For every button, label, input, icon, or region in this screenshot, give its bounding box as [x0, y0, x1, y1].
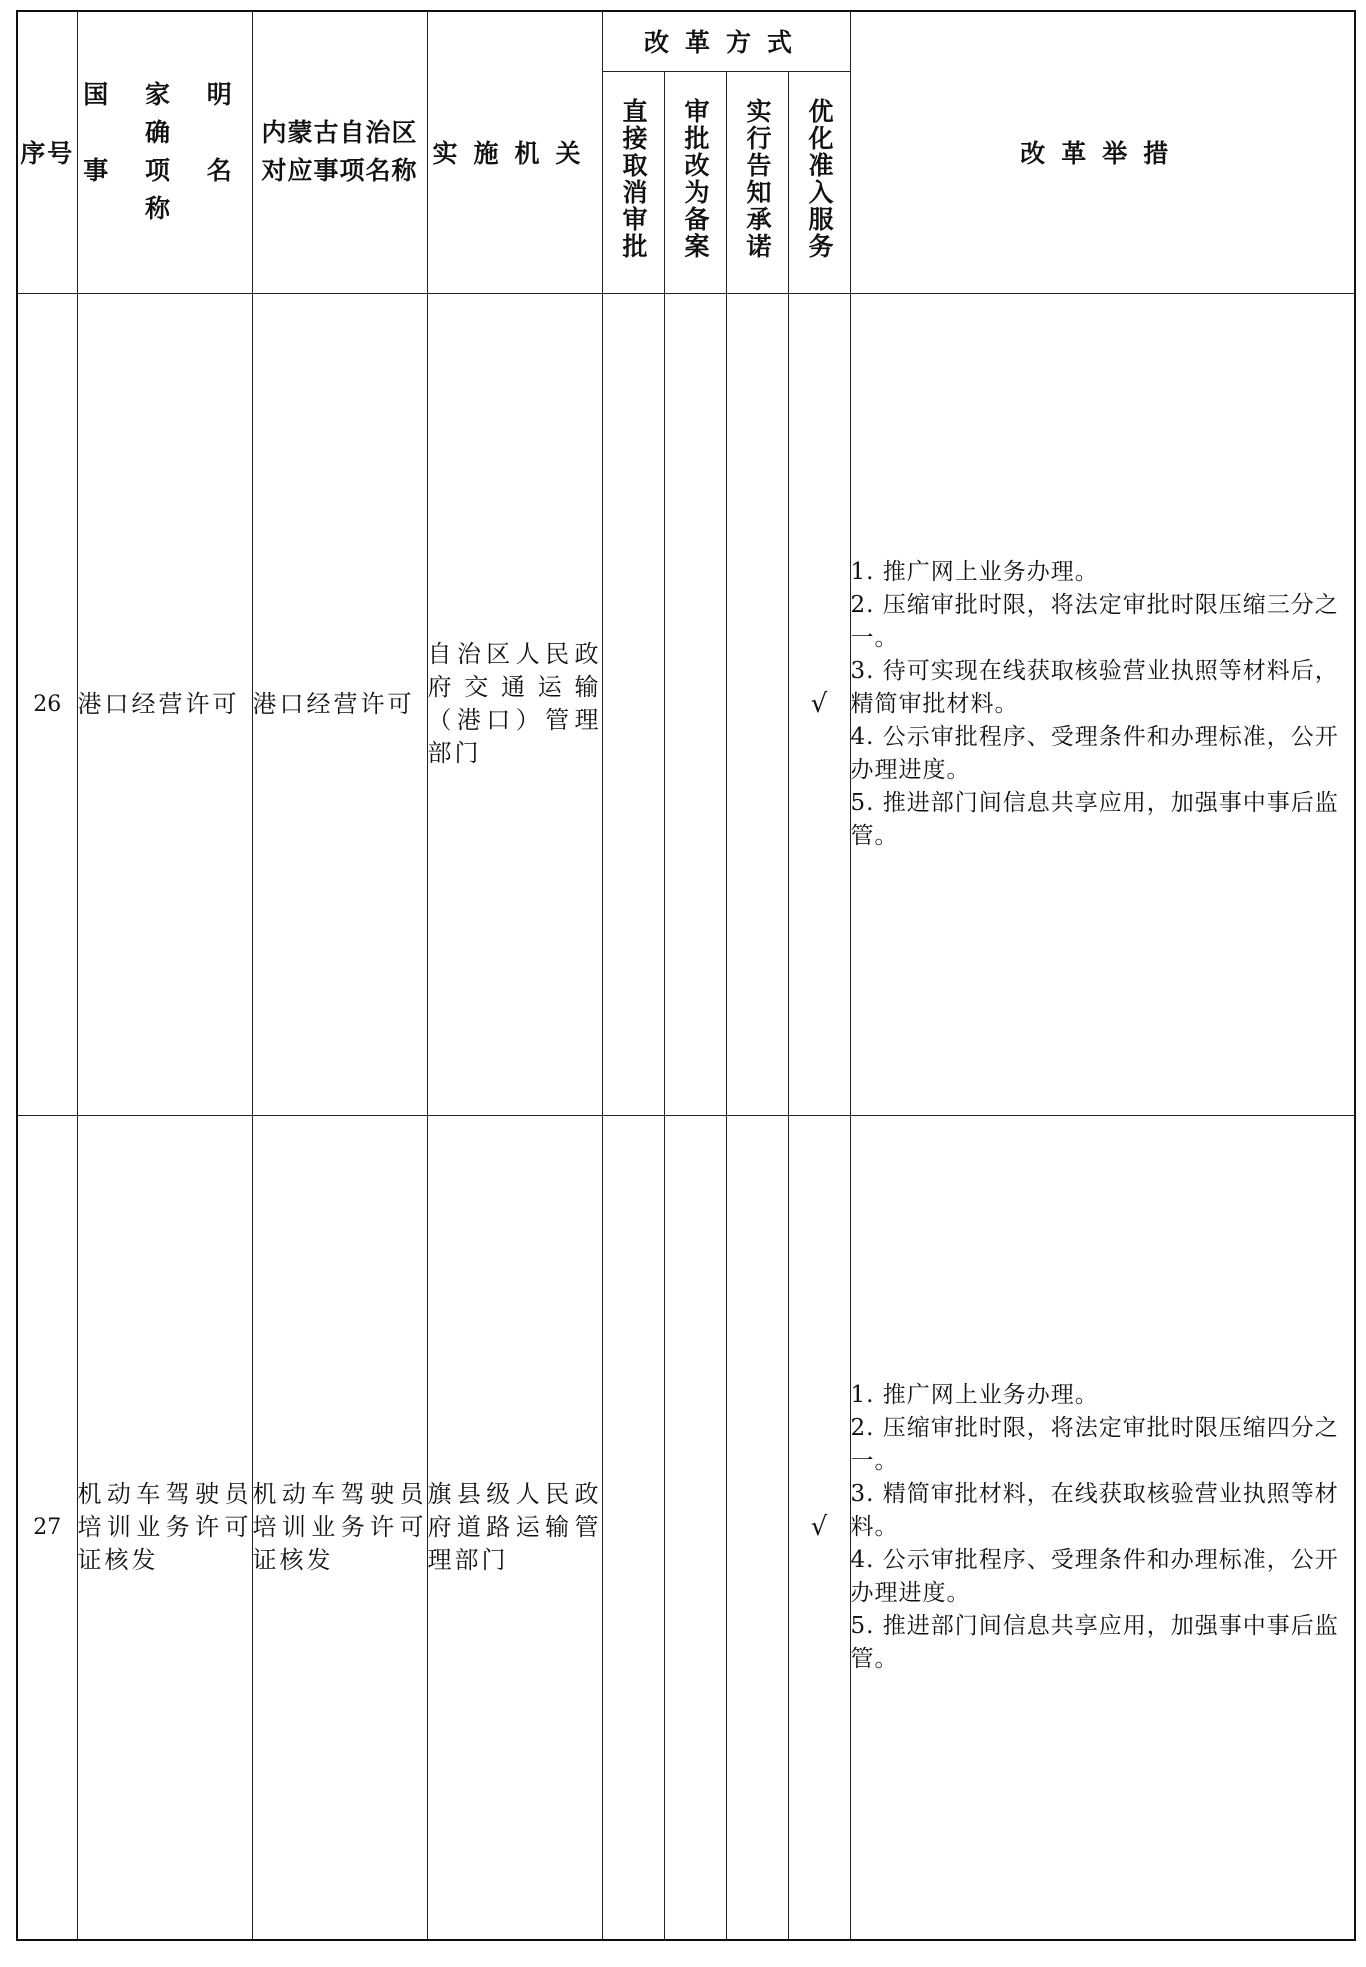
header-measures: 改革举措: [850, 11, 1355, 293]
measure-item: 4. 公示审批程序、受理条件和办理标准，公开办理进度。: [850, 723, 1339, 783]
header-seq: 序号: [17, 11, 77, 293]
measure-item: 5. 推进部门间信息共享应用，加强事中事后监管。: [850, 789, 1339, 849]
measure-item: 3. 精简审批材料，在线获取核验营业执照等材料。: [850, 1480, 1339, 1540]
header-method-notify: [726, 71, 788, 293]
header-national-item: 国 家 明 确 事 项 名 称: [77, 11, 252, 293]
header-row-1: [17, 11, 1355, 71]
row-region-item: 机动车驾驶员培训业务许可证核发: [252, 1115, 427, 1940]
row-agency: 自治区人民政府交通运输（港口）管理部门: [427, 293, 602, 1115]
measure-item: 3. 待可实现在线获取核验营业执照等材料后，精简审批材料。: [850, 657, 1339, 717]
row-mark-cancel: [602, 293, 664, 1115]
row-national-item: 机动车驾驶员培训业务许可证核发: [77, 1115, 252, 1940]
row-seq: 27: [17, 1115, 77, 1940]
measure-item: 5. 推进部门间信息共享应用，加强事中事后监管。: [850, 1612, 1339, 1672]
row-seq: 26: [17, 293, 77, 1115]
measure-item: 2. 压缩审批时限，将法定审批时限压缩三分之一。: [850, 591, 1339, 651]
document-page: [16, 10, 1354, 1956]
row-mark-optimize: √: [788, 1115, 850, 1940]
row-mark-filing: [664, 293, 726, 1115]
header-region-item: 内蒙古自治区 对应事项名称: [252, 11, 427, 293]
header-method-cancel: [602, 71, 664, 293]
header-method-label: 实行告知承诺: [743, 98, 772, 260]
row-mark-cancel: [602, 1115, 664, 1940]
row-measures: [850, 1115, 1355, 1940]
row-mark-optimize: √: [788, 293, 850, 1115]
row-region-item: 港口经营许可: [252, 293, 427, 1115]
row-mark-notify: [726, 1115, 788, 1940]
header-method-group: 改革方式: [602, 11, 850, 71]
measure-item: 4. 公示审批程序、受理条件和办理标准，公开办理进度。: [850, 1546, 1339, 1606]
header-method-label: 优化准入服务: [805, 98, 834, 260]
table-row: [17, 1115, 1355, 1940]
row-mark-notify: [726, 293, 788, 1115]
header-method-optimize: [788, 71, 850, 293]
row-measures: [850, 293, 1355, 1115]
header-method-label: 审批改为备案: [681, 98, 710, 260]
measure-item: 1. 推广网上业务办理。: [850, 558, 1099, 585]
measure-item: 1. 推广网上业务办理。: [850, 1381, 1099, 1408]
row-national-item: 港口经营许可: [77, 293, 252, 1115]
reform-table: [16, 10, 1356, 1941]
table-row: [17, 293, 1355, 1115]
header-method-filing: [664, 71, 726, 293]
measure-item: 2. 压缩审批时限，将法定审批时限压缩四分之一。: [850, 1414, 1339, 1474]
header-method-label: 直接取消审批: [619, 98, 648, 260]
row-agency: 旗县级人民政府道路运输管理部门: [427, 1115, 602, 1940]
row-mark-filing: [664, 1115, 726, 1940]
header-agency: 实施机关: [427, 11, 602, 293]
